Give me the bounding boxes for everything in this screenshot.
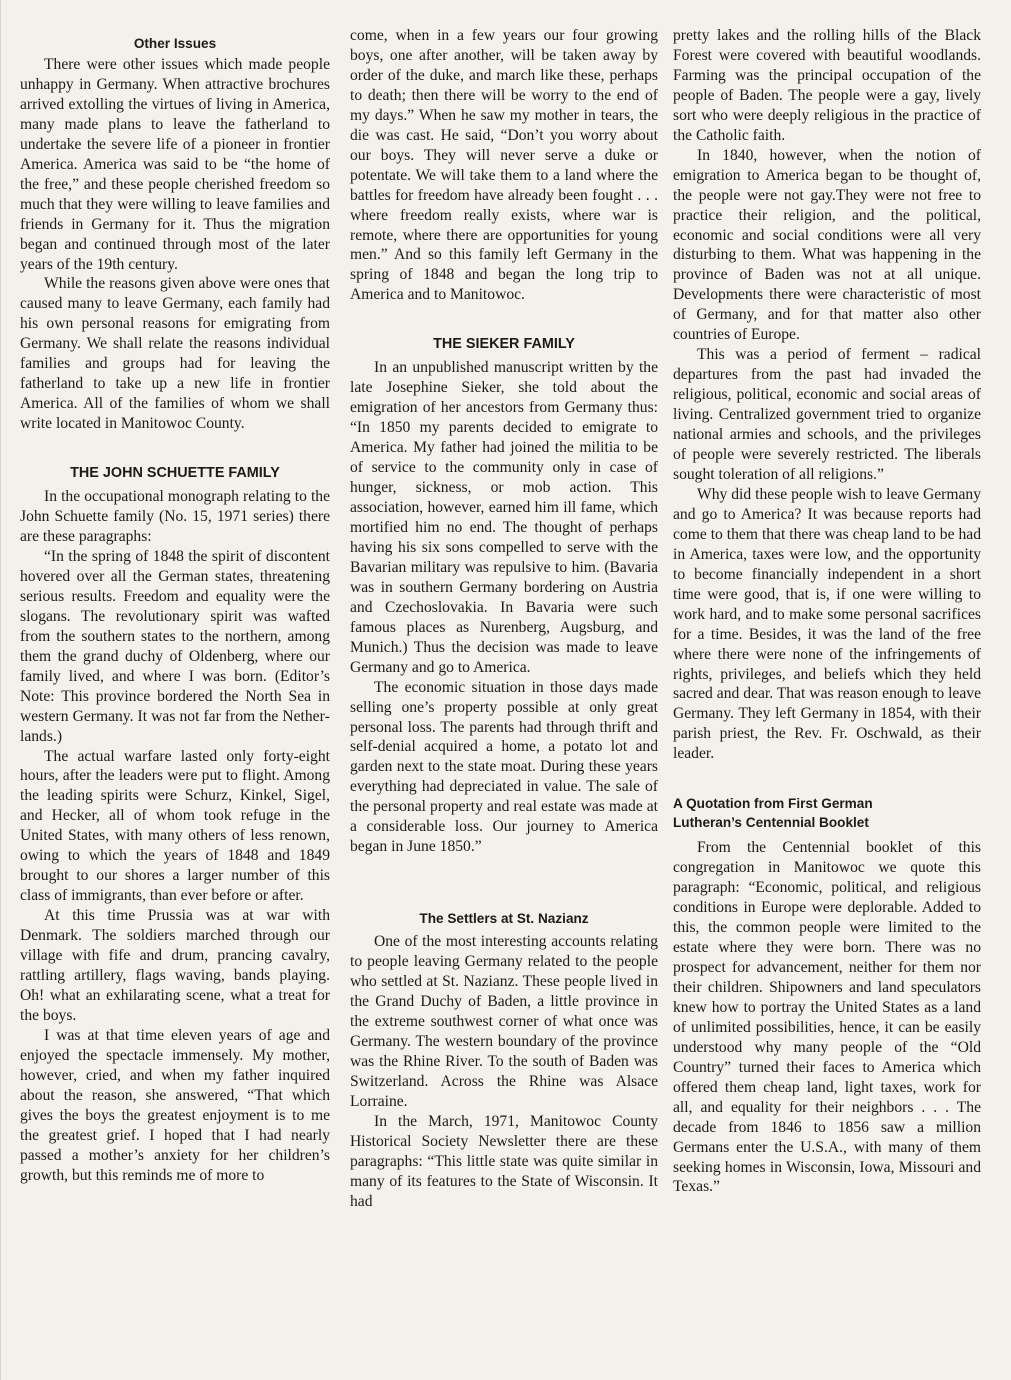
paragraph: There were other issues which made people unhappy in Germany. When attractive brochures arrived extolling the virtues of living in America, many made plans to leave the fatherland to undertake the severe life of a pioneer in frontier America. America was said to be “the home of the free,” and these people cherished freedom so much that they were willing to leave families and friends in Germany for it. Thus the migration began and continued through most of the later years of the 19th century.	[20, 56, 330, 273]
paragraph: Why did these people wish to leave Germany and go to America? It was because reports had come to them that there was cheap land to be had in America, taxes were low, and the opportunity to become financially independent in a short time were good, that is, if one were willing to work hard, and to make some personal sacrifices for a time. Besides, it was the land of the free where there were none of the infringements of rights, privileges, and beliefs which they held sacred and dear. That was reason enough to leave Germany. They left Germany in 1854, with their parish priest, the Rev. Fr. Oschwald, as their leader.	[673, 485, 981, 763]
paragraph: The actual warfare lasted only forty-eight hours, after the leaders were put to flight. Among the leading spirits were Schurz, Kinkel, Sigel, and Hecker, all of whom took refuge in the United States, with many others of less renown, owing to which the years of 1848 and 1849 brought to our shores a larger number of this class of immigrants, than ever before or after.	[20, 747, 330, 905]
page-edge-shadow	[0, 0, 1, 1380]
column-2	[350, 26, 658, 1212]
heading-other-issues: Other Issues	[133, 36, 217, 51]
paragraph: At this time Prussia was at war with Denmark. The soldiers marched through our village with fife and drum, prancing cavalry, rattling artillery, flags waving, bands playing. Oh! what an exhilarating scene, what a treat for the boys.	[20, 907, 330, 1024]
column-3	[673, 26, 981, 1197]
paragraph: I was at that time eleven years of age and enjoyed the spectacle immensely. My mother, however, cried, and when my father inquired about the reason, she answered, “That which gives the boys the greatest enjoyment is to me the greatest grief. I hoped that I had nearly passed a mother’s anxiety for her children’s growth, but this reminds me of more to	[20, 1026, 330, 1184]
paragraph: From the Centennial booklet of this congregation in Manitowoc we quote this paragraph: “Economic, political, and religious conditions in Europe were deplorable. Added to this, the common people were limited to the estate where they were born. There was no prospect for advancement, neither for them nor their children. Shipowners and land speculators knew how to portray the United States as a land of unlimited possibilities, hence, it can be easily understood why many people of the “Old Country” turned their faces to America which offered them cheap land, light taxes, work for all, and equality for their neighbors . . . The decade from 1846 to 1856 saw a million Germans enter the U.S.A., with many of them seeking homes in Wisconsin, Iowa, Missouri and Texas.”	[673, 839, 981, 1196]
paragraph: In the occupational monograph relating to the John Schuette family (No. 15, 1971 series) there are these paragraphs:	[20, 488, 330, 546]
paragraph: pretty lakes and the rolling hills of the Black Forest were covered with beautiful woodlands. Farming was the principal occupation of the people of Baden. The people were a gay, lively sort who were deeply religious in the practice of the Catholic faith.	[673, 27, 981, 144]
paragraph: In 1840, however, when the notion of emigration to America began to be thought of, the people were not gay.They were not free to practice their religion, and the political, economic and social conditions were all very disturbing to them. What was happening in the province of Baden was not at all unique. Developments there were characteristic of most of Germany, and for that matter also other countries of Europe.	[673, 146, 981, 344]
paragraph: come, when in a few years our four growing boys, one after another, will be taken away by order of the duke, and march like these, perhaps to death; then there will be worry to the end of my days.” When he saw my mother in tears, the die was cast. He said, “Don’t you worry about our boys. They will never serve a duke or potentate. We will take them to a land where the battles for freedom have already been fought . . . where freedom really exists, where war is remote, where there are opportunities for young men.” And so this family left Germany in the spring of 1848 and began the long trip to America and to Manitowoc.	[350, 27, 658, 304]
heading-john-schuette-family: THE JOHN SCHUETTE FAMILY	[70, 465, 280, 482]
column-1	[20, 26, 330, 1185]
paragraph: While the reasons given above were ones that caused many to leave Germany, each family had his own personal reasons for emigrating from Germany. We shall relate the reasons individual families and groups had for leaving the fatherland to take up a new life in frontier America. All of the families of whom we shall write located in Manitowoc County.	[20, 275, 330, 433]
paragraph: The economic situation in those days made selling one’s property possible at only great personal loss. The parents had through thrift and self-denial acquired a home, a potato lot and garden next to the state moat. During these years everything had depreciated in value. The sale of the personal property and real estate was made at a considerable loss. Our journey to America began in June 1850.”	[350, 678, 658, 856]
paragraph: “In the spring of 1848 the spirit of discontent hovered over all the German states, threatening serious results. Freedom and equality were the slogans. The revolutionary spirit was wafted from the southern states to the northern, among them the grand duchy of Oldenberg, where our family lived, and where I was born. (Editor’s Note: This province bordered the North Sea in western Germany. It was not far from the Netherlands.)	[20, 547, 330, 745]
paragraph: This was a period of ferment – radical departures from the past had invaded the religious, political, economic and social areas of living. Centralized government tried to organize national armies and schools, and the privileges of people were severely restricted. The liberals sought toleration of all religions.”	[673, 346, 981, 483]
heading-settlers-st-nazianz: The Settlers at St. Nazianz	[419, 911, 589, 927]
paragraph: In an unpublished manuscript written by the late Josephine Sieker, she told about the emigration of her ancestors from Germany thus: “In 1850 my parents decided to emigrate to America. My father had joined the militia to be of service to the community only in case of hunger, sickness, or mob action. This association, however, earned him ill fame, which mortified him no end. The thought of perhaps having his six sons compelled to serve with the Bavarian military was repulsive to him. (Bavaria was in southern Germany bordering on Austria and Czechoslovakia. In Bavaria were such famous places as Nurenberg, Augsburg, and Munich.) Thus the decision was made to leave Germany and go to America.	[350, 359, 658, 676]
paragraph: One of the most interesting accounts relating to people leaving Germany related to the people who settled at St. Nazianz. These people lived in the Grand Duchy of Baden, a little province in the extreme southwest corner of what once was Germany. The western boundary of the province was the Rhine River. To the south of Baden was Switzerland. Across the Rhine was Alsace Lorraine.	[350, 933, 658, 1110]
paragraph: In the March, 1971, Manitowoc County Historical Society Newsletter there are these paragraphs: “This little state was quite similar in many of its features to the State of Wisconsin. It had	[350, 1112, 658, 1210]
heading-sieker-family: THE SIEKER FAMILY	[433, 336, 575, 353]
heading-centennial-booklet: A Quotation from First German Lutheran’s Centennial Booklet	[673, 796, 873, 831]
